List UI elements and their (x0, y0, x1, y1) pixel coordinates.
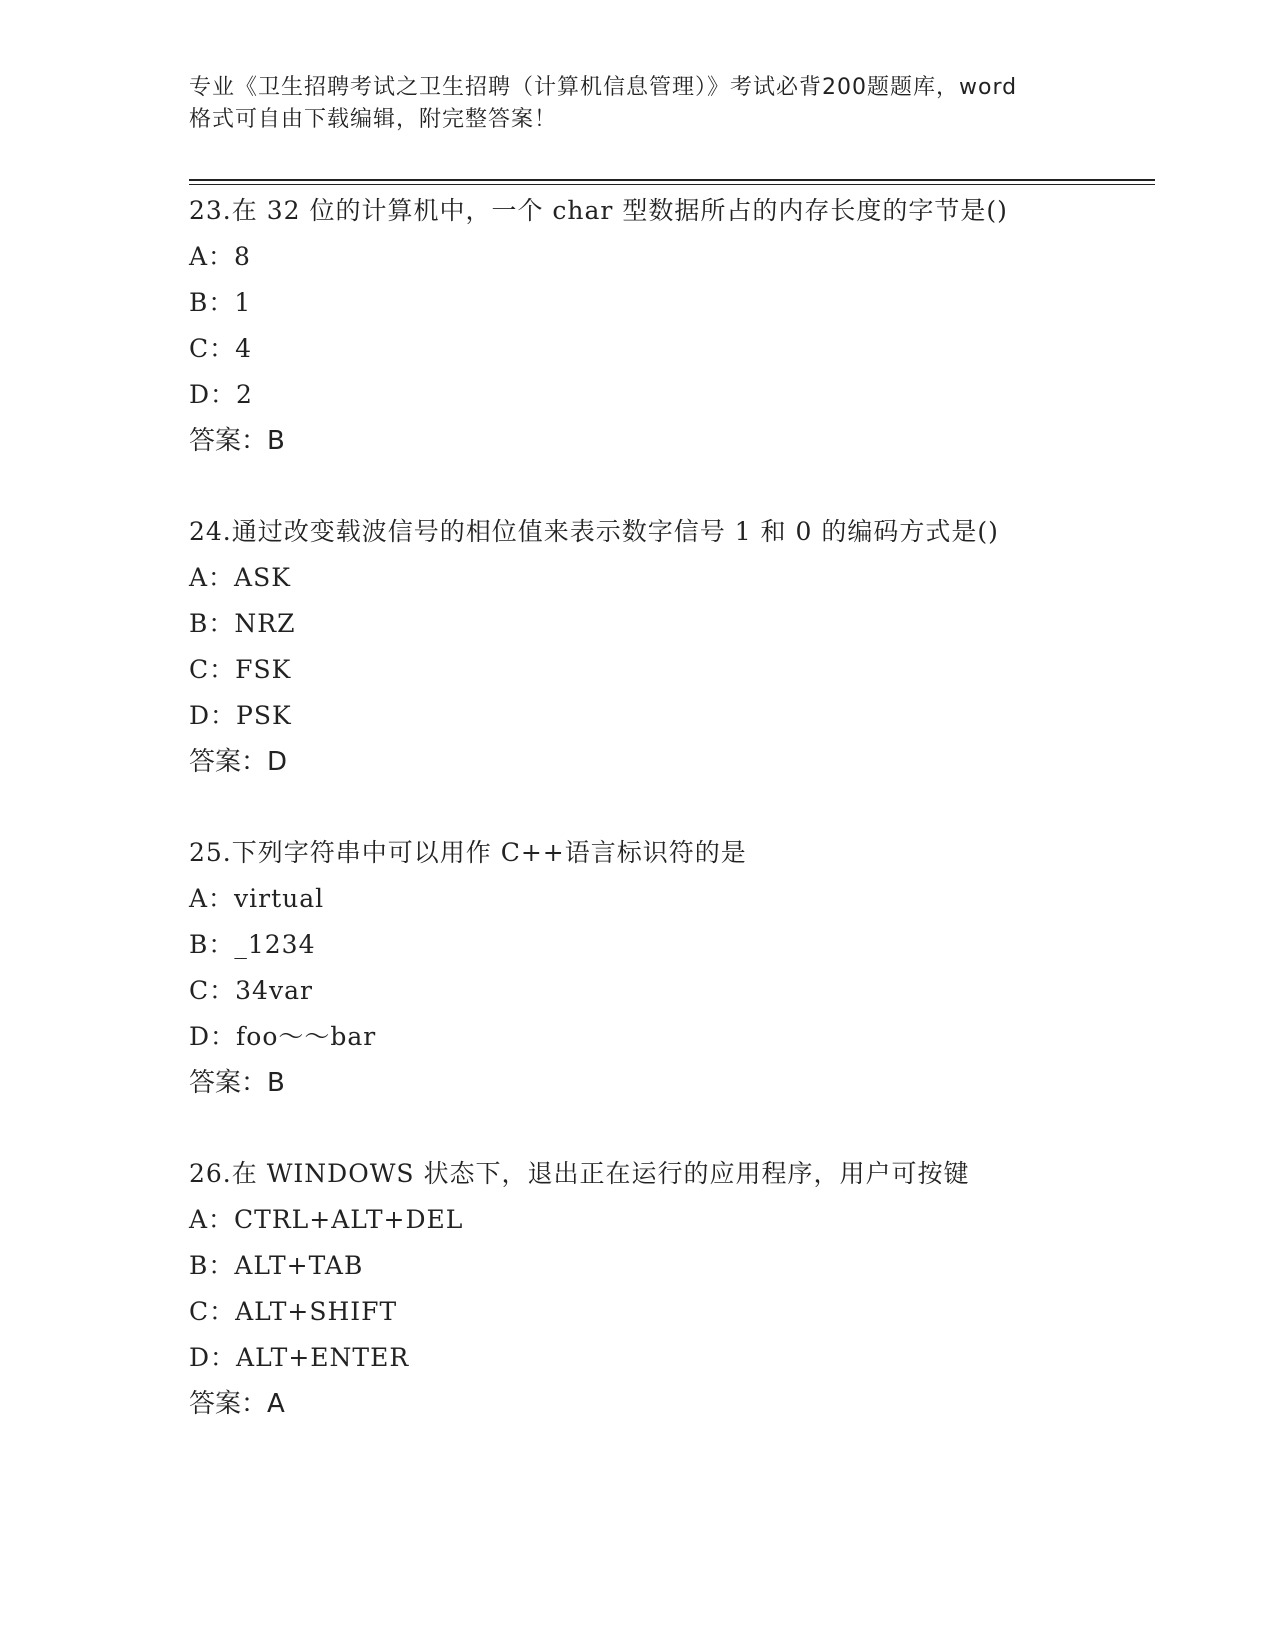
option-c: C：FSK (189, 655, 292, 684)
option-d: D：ALT+ENTER (189, 1343, 410, 1372)
question-stem: 25.下列字符串中可以用作 C++语言标识符的是 (189, 838, 747, 867)
option-d: D：PSK (189, 701, 292, 730)
option-b: B：ALT+TAB (189, 1251, 364, 1280)
document-header (189, 72, 1089, 136)
question-24 (189, 509, 1149, 785)
question-stem: 26.在 WINDOWS 状态下，退出正在运行的应用程序，用户可按键 (189, 1159, 970, 1188)
option-d: D：2 (189, 380, 253, 409)
header-divider-thin (189, 184, 1155, 185)
option-a: A：ASK (189, 563, 291, 592)
option-a: A：8 (189, 242, 251, 271)
header-line-1: 专业《卫生招聘考试之卫生招聘（计算机信息管理）》考试必背200题题库，word (189, 75, 1018, 100)
header-divider-thick (189, 179, 1155, 181)
answer-label: 答案：D (189, 747, 288, 777)
option-b: B：1 (189, 288, 252, 317)
option-d: D：foo～～bar (189, 1022, 377, 1051)
question-26 (189, 1151, 1149, 1427)
question-25 (189, 830, 1149, 1106)
header-line-2: 格式可自由下载编辑，附完整答案！ (189, 107, 558, 132)
option-a: A：CTRL+ALT+DEL (189, 1205, 464, 1234)
option-c: C：4 (189, 334, 253, 363)
option-b: B：NRZ (189, 609, 296, 638)
question-23 (189, 188, 1149, 464)
question-stem: 24.通过改变载波信号的相位值来表示数字信号 1 和 0 的编码方式是() (189, 517, 999, 546)
option-a: A：virtual (189, 884, 325, 913)
answer-label: 答案：B (189, 426, 285, 456)
question-stem: 23.在 32 位的计算机中，一个 char 型数据所占的内存长度的字节是() (189, 196, 1008, 225)
answer-label: 答案：A (189, 1389, 285, 1419)
option-c: C：ALT+SHIFT (189, 1297, 398, 1326)
option-c: C：34var (189, 976, 313, 1005)
option-b: B：_1234 (189, 930, 316, 959)
answer-label: 答案：B (189, 1068, 285, 1098)
